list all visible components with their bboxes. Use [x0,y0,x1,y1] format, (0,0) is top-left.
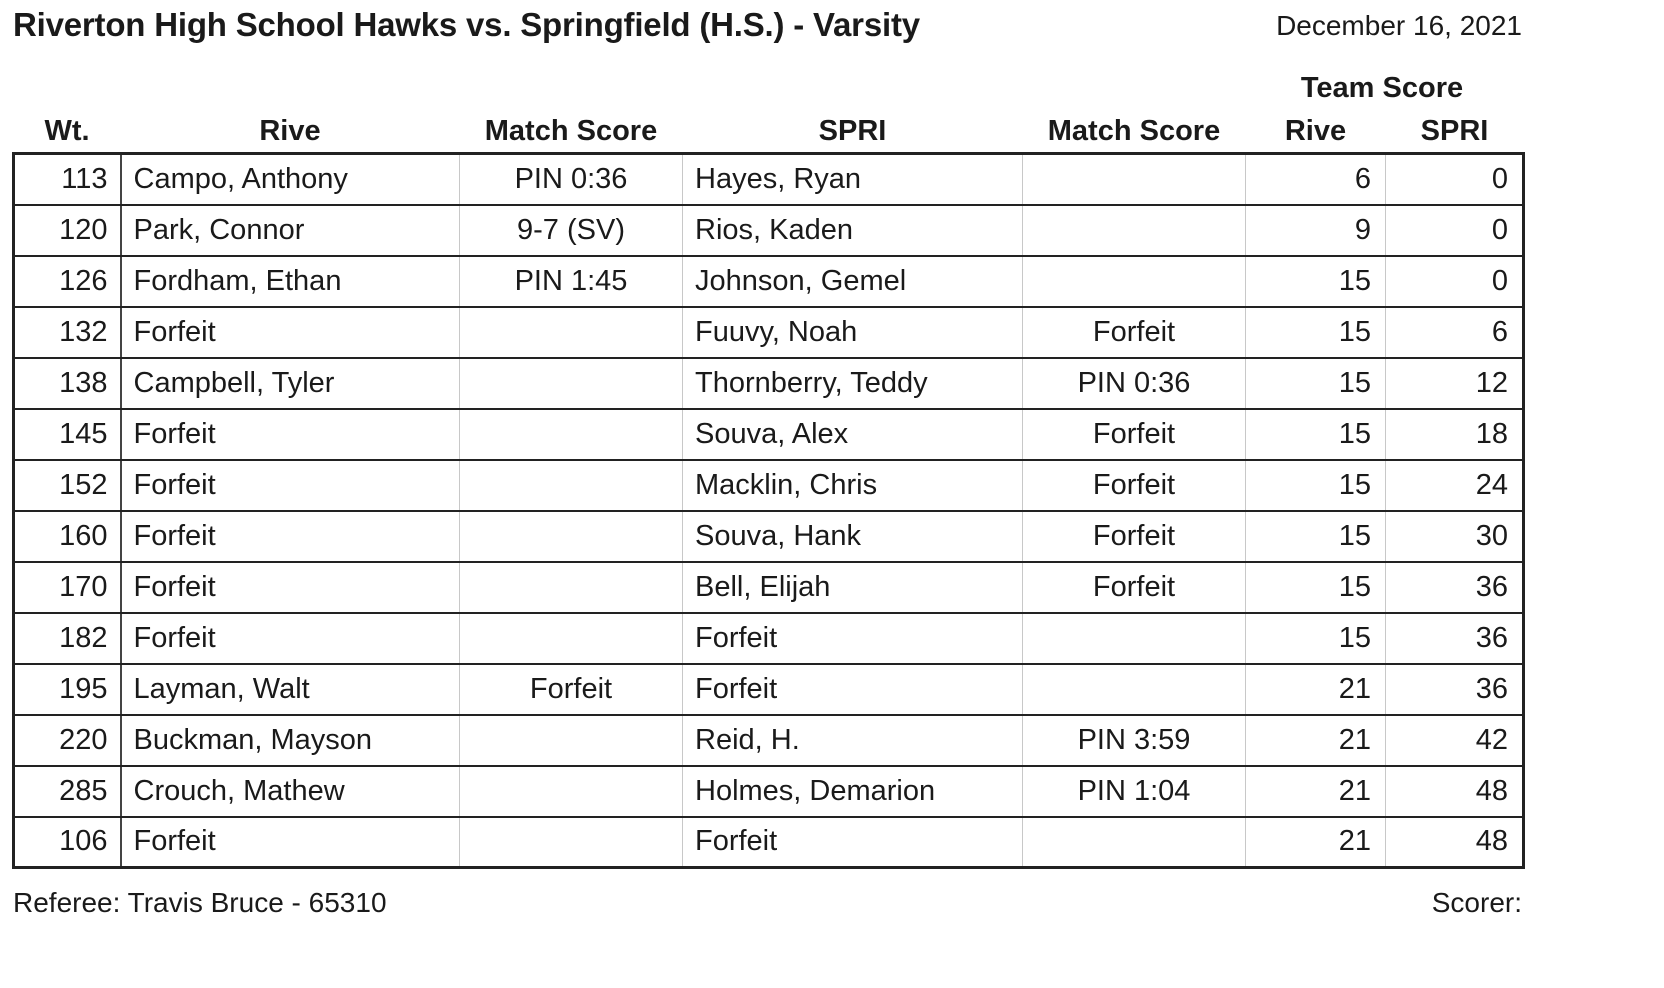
riverton-team-score-cell: 15 [1246,511,1386,562]
riverton-wrestler-cell: Forfeit [121,562,460,613]
springfield-match-score-cell: Forfeit [1023,460,1246,511]
riverton-match-score-cell [460,613,683,664]
weight-cell: 126 [14,256,121,307]
springfield-wrestler-cell: Thornberry, Teddy [683,358,1023,409]
springfield-team-score-cell: 24 [1386,460,1524,511]
springfield-match-score-cell: Forfeit [1023,511,1246,562]
springfield-match-score-cell: PIN 0:36 [1023,358,1246,409]
weight-cell: 170 [14,562,121,613]
weight-cell: 160 [14,511,121,562]
table-row [14,154,1524,205]
riverton-match-score-cell [460,307,683,358]
springfield-match-score-cell: PIN 1:04 [1023,766,1246,817]
springfield-team-score-cell: 18 [1386,409,1524,460]
springfield-wrestler-cell: Johnson, Gemel [683,256,1023,307]
weight-cell: 113 [14,154,121,205]
weight-cell: 220 [14,715,121,766]
header-team-a: Rive [259,114,321,147]
springfield-team-score-cell: 36 [1386,562,1524,613]
springfield-match-score-cell [1023,817,1246,868]
weight-cell: 120 [14,205,121,256]
springfield-team-score-cell: 0 [1386,154,1524,205]
header-match-score-a: Match Score [484,114,658,147]
riverton-team-score-cell: 15 [1246,256,1386,307]
riverton-team-score-cell: 15 [1246,409,1386,460]
riverton-match-score-cell [460,460,683,511]
riverton-wrestler-cell: Campo, Anthony [121,154,460,205]
table-row [14,715,1524,766]
table-row [14,205,1524,256]
riverton-wrestler-cell: Layman, Walt [121,664,460,715]
springfield-match-score-cell [1023,613,1246,664]
riverton-wrestler-cell: Forfeit [121,409,460,460]
riverton-team-score-cell: 21 [1246,766,1386,817]
riverton-team-score-cell: 15 [1246,307,1386,358]
riverton-match-score-cell: PIN 0:36 [460,154,683,205]
team-score-heading: Team Score [1300,72,1464,104]
springfield-wrestler-cell: Forfeit [683,817,1023,868]
table-header-row [14,110,1524,154]
scorer-label: Scorer: [1431,887,1522,918]
springfield-match-score-cell [1023,205,1246,256]
riverton-match-score-cell: Forfeit [460,664,683,715]
springfield-team-score-cell: 42 [1386,715,1524,766]
weight-cell: 285 [14,766,121,817]
table-row [14,613,1524,664]
riverton-team-score-cell: 21 [1246,817,1386,868]
table-row [14,409,1524,460]
springfield-wrestler-cell: Souva, Alex [683,409,1023,460]
header-team-score-a: Rive [1284,114,1347,147]
springfield-wrestler-cell: Hayes, Ryan [683,154,1023,205]
riverton-team-score-cell: 9 [1246,205,1386,256]
riverton-match-score-cell [460,409,683,460]
riverton-wrestler-cell: Park, Connor [121,205,460,256]
springfield-team-score-cell: 0 [1386,256,1524,307]
table-row [14,256,1524,307]
table-row [14,817,1524,868]
weight-cell: 106 [14,817,121,868]
weight-cell: 182 [14,613,121,664]
weight-cell: 132 [14,307,121,358]
springfield-team-score-cell: 36 [1386,613,1524,664]
riverton-wrestler-cell: Campbell, Tyler [121,358,460,409]
weight-cell: 195 [14,664,121,715]
springfield-wrestler-cell: Rios, Kaden [683,205,1023,256]
riverton-wrestler-cell: Forfeit [121,460,460,511]
springfield-wrestler-cell: Bell, Elijah [683,562,1023,613]
weight-cell: 145 [14,409,121,460]
riverton-wrestler-cell: Forfeit [121,817,460,868]
springfield-team-score-cell: 6 [1386,307,1524,358]
riverton-wrestler-cell: Crouch, Mathew [121,766,460,817]
springfield-match-score-cell: Forfeit [1023,307,1246,358]
riverton-wrestler-cell: Fordham, Ethan [121,256,460,307]
riverton-wrestler-cell: Forfeit [121,613,460,664]
springfield-wrestler-cell: Macklin, Chris [683,460,1023,511]
match-score-table [12,110,1525,869]
weight-cell: 152 [14,460,121,511]
riverton-match-score-cell [460,766,683,817]
riverton-team-score-cell: 15 [1246,460,1386,511]
springfield-team-score-cell: 12 [1386,358,1524,409]
page-title: Riverton High School Hawks vs. Springfield (H.S.) - Varsity [13,6,920,43]
match-date: December 16, 2021 [1276,10,1522,41]
header-team-b: SPRI [818,114,887,147]
riverton-team-score-cell: 15 [1246,613,1386,664]
springfield-match-score-cell [1023,154,1246,205]
springfield-match-score-cell [1023,256,1246,307]
riverton-match-score-cell [460,562,683,613]
springfield-team-score-cell: 0 [1386,205,1524,256]
riverton-match-score-cell [460,511,683,562]
springfield-team-score-cell: 30 [1386,511,1524,562]
table-row [14,307,1524,358]
riverton-team-score-cell: 21 [1246,664,1386,715]
springfield-match-score-cell: PIN 3:59 [1023,715,1246,766]
riverton-wrestler-cell: Forfeit [121,307,460,358]
riverton-match-score-cell [460,817,683,868]
riverton-team-score-cell: 15 [1246,562,1386,613]
springfield-match-score-cell [1023,664,1246,715]
springfield-wrestler-cell: Holmes, Demarion [683,766,1023,817]
riverton-wrestler-cell: Forfeit [121,511,460,562]
riverton-match-score-cell [460,715,683,766]
springfield-wrestler-cell: Forfeit [683,664,1023,715]
weight-cell: 138 [14,358,121,409]
springfield-wrestler-cell: Reid, H. [683,715,1023,766]
table-row [14,358,1524,409]
table-row [14,511,1524,562]
riverton-team-score-cell: 6 [1246,154,1386,205]
springfield-wrestler-cell: Souva, Hank [683,511,1023,562]
table-row [14,460,1524,511]
table-row [14,766,1524,817]
header-team-score-b: SPRI [1420,114,1489,147]
header-weight: Wt. [44,114,90,147]
table-row [14,664,1524,715]
referee-label: Referee: Travis Bruce - 65310 [13,887,387,918]
springfield-wrestler-cell: Forfeit [683,613,1023,664]
springfield-match-score-cell: Forfeit [1023,409,1246,460]
springfield-team-score-cell: 48 [1386,766,1524,817]
riverton-match-score-cell [460,358,683,409]
springfield-team-score-cell: 36 [1386,664,1524,715]
springfield-wrestler-cell: Fuuvy, Noah [683,307,1023,358]
riverton-wrestler-cell: Buckman, Mayson [121,715,460,766]
riverton-match-score-cell: PIN 1:45 [460,256,683,307]
table-row [14,562,1524,613]
springfield-team-score-cell: 48 [1386,817,1524,868]
riverton-match-score-cell: 9-7 (SV) [460,205,683,256]
header-match-score-b: Match Score [1047,114,1221,147]
springfield-match-score-cell: Forfeit [1023,562,1246,613]
riverton-team-score-cell: 21 [1246,715,1386,766]
riverton-team-score-cell: 15 [1246,358,1386,409]
